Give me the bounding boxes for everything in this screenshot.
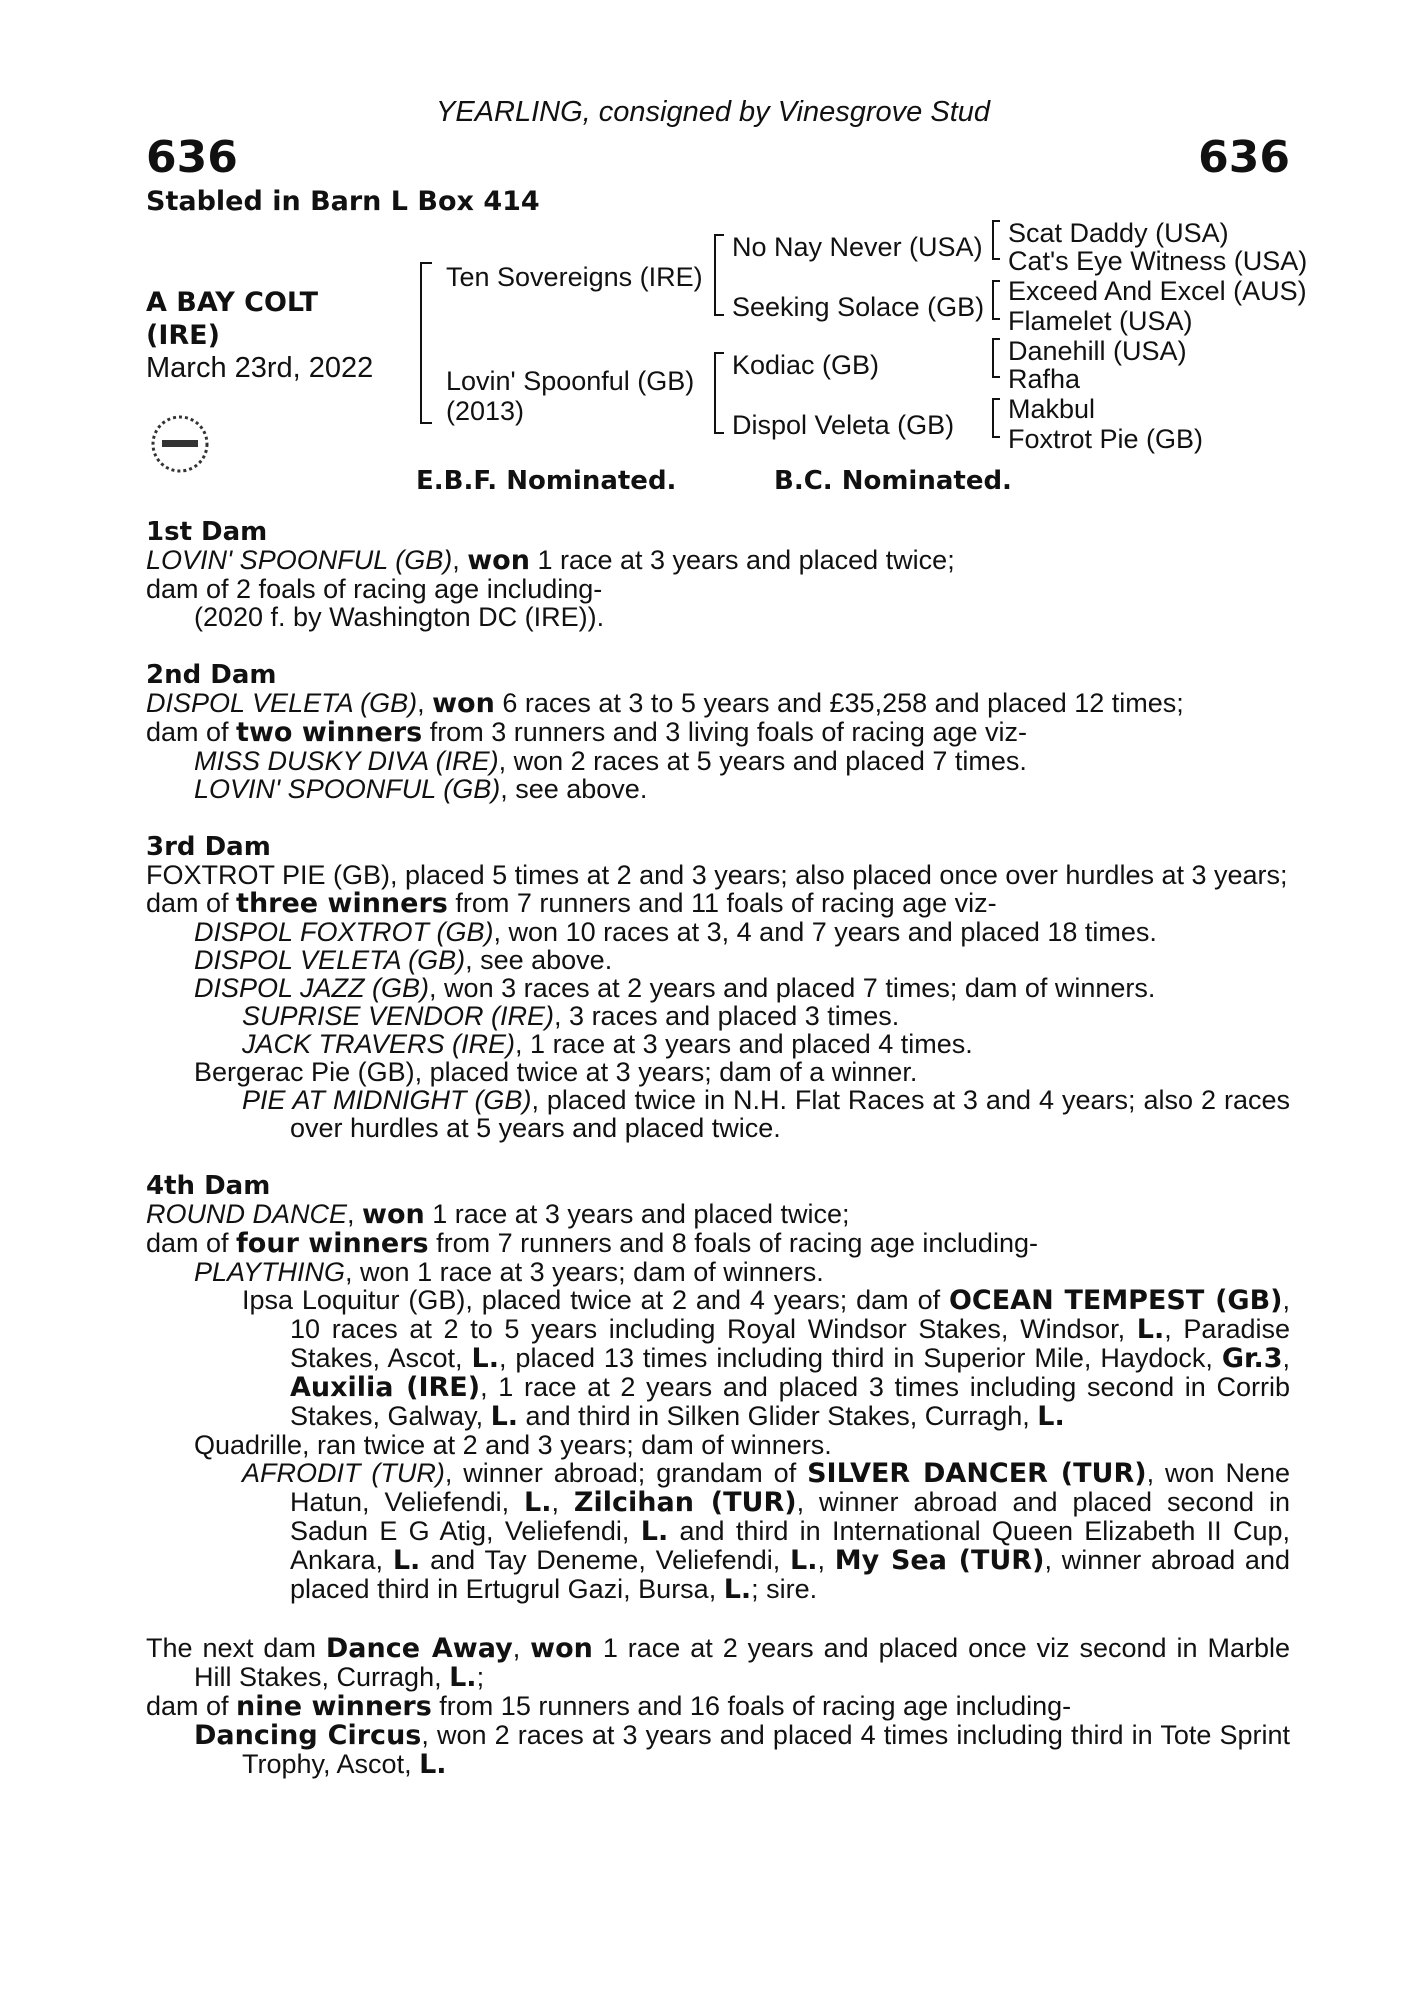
listed-mark: L. [524,1487,552,1518]
listed-mark: L. [790,1545,818,1576]
fourth-dam-heading: 4th Dam [146,1171,271,1201]
first-dam-record: LOVIN' SPOONFUL (GB), won 1 race at 3 years and placed twice; [146,545,955,576]
listed-mark: L. [723,1574,752,1605]
grandproduce-entry: PIE AT MIDNIGHT (GB), placed twice in N.H. Flat Races at 3 and 4 years; also 2 races over hurdles at 5 years and placed twice. [242,1085,1290,1143]
dam-line-bracket [714,352,724,434]
dam-dam-dam: Foxtrot Pie (GB) [1008,424,1204,454]
lot-number-left: 636 [146,132,238,183]
dam-year: (2013) [446,396,525,426]
winners-count: four winners [236,1228,429,1259]
horse-name: PIE AT MIDNIGHT (GB) [242,1085,532,1115]
second-dam-heading: 2nd Dam [146,660,277,690]
next-dam-produce: dam of nine winners from 15 runners and 16 foals of racing age including- [146,1691,1072,1722]
horse-name: A BAY COLT [146,287,319,318]
produce-entry: DISPOL JAZZ (GB), won 3 races at 2 years and placed 7 times; dam of winners. [194,973,1156,1003]
horse-country: (IRE) [146,320,220,351]
ss-bracket [992,220,1000,260]
horse-name: DISPOL JAZZ (GB) [194,973,430,1003]
produce-entry: LOVIN' SPOONFUL (GB), see above. [194,774,648,804]
produce-entry: Quadrille, ran twice at 2 and 3 years; dam of winners. [194,1430,832,1460]
produce-entry: DISPOL FOXTROT (GB), won 10 races at 3, 4 and 7 years and placed 18 times. [194,917,1157,947]
ebf-nomination: E.B.F. Nominated. [416,466,677,496]
listed-mark: L. [392,1545,421,1576]
sire-line-bracket [714,234,724,316]
second-dam-produce: dam of two winners from 3 runners and 3 living foals of racing age viz- [146,717,1027,748]
fourth-dam-produce: dam of four winners from 7 runners and 8 foals of racing age including- [146,1228,1038,1259]
horse-name: JACK TRAVERS (IRE) [242,1029,516,1059]
sale-header: YEARLING, consigned by Vinesgrove Stud [436,96,991,128]
dam-sire-sire: Danehill (USA) [1008,336,1187,366]
listed-mark: L. [419,1749,447,1780]
foaling-date: March 23rd, 2022 [146,352,374,384]
grandproduce-entry: AFRODIT (TUR), winner abroad; grandam of SILVER DANCER (TUR), won Nene Hatun, Veliefendi, L., Zilcihan (TUR), winner abroad and placed second in Sadun E G Atig, Veliefendi, L. and third in International Queen Elizabeth II Cup, Ankara, L. and Tay Deneme, Veliefendi, L., My Sea (TUR), winner abroad and placed third in Ertugrul Gazi, Bursa, L.; sire. [242,1458,1290,1605]
horse-name: LOVIN' SPOONFUL (GB) [194,774,501,804]
third-dam-record: FOXTROT PIE (GB), placed 5 times at 2 and 3 years; also placed once over hurdles at 3 years; [146,860,1288,890]
won-label: won [530,1633,593,1664]
listed-mark: L. [1037,1401,1065,1432]
first-dam-foal: (2020 f. by Washington DC (IRE)). [194,602,605,632]
winners-count: three winners [236,888,448,919]
breeders-seal-icon [148,412,212,476]
listed-mark: L. [449,1662,477,1693]
grandproduce-entry: SUPRISE VENDOR (IRE), 3 races and placed 3 times. [242,1001,900,1031]
third-dam-produce: dam of three winners from 7 runners and 11 foals of racing age viz- [146,888,997,919]
record-text: 6 races at 3 to 5 years and £35,258 and placed 12 times; [494,688,1184,718]
bc-nomination: B.C. Nominated. [774,466,1012,496]
winners-count: two winners [236,717,423,748]
dam: Lovin' Spoonful (GB) [446,366,695,396]
listed-mark: L. [1136,1314,1165,1345]
pedigree-bracket [420,262,432,424]
record-text: 1 race at 3 years and placed twice; [529,545,955,575]
listed-mark: L. [471,1343,499,1374]
black-type-horse: Dance Away [325,1633,513,1664]
black-type-horse: Dancing Circus [194,1720,422,1751]
dam-sire: Kodiac (GB) [732,350,880,380]
grandproduce-entry: Ipsa Loquitur (GB), placed twice at 2 and 4 years; dam of OCEAN TEMPEST (GB), 10 races at 2 to 5 years including Royal Windsor Stakes, Windsor, L., Paradise Stakes, Ascot, L., placed 13 times including third in Superior Mile, Haydock, Gr.3, Auxilia (IRE), 1 race at 2 years and placed 3 times including second in Corrib Stakes, Galway, L. and third in Silken Glider Stakes, Curragh, L. [242,1285,1291,1432]
horse-details [146,286,373,385]
group-mark: Gr.3 [1221,1343,1283,1374]
second-dam-record: DISPOL VELETA (GB), won 6 races at 3 to 5 years and £35,258 and placed 12 times; [146,688,1184,719]
listed-mark: L. [490,1401,519,1432]
dam-dam-sire: Makbul [1008,394,1096,424]
horse-name: DISPOL VELETA (GB) [194,945,466,975]
black-type-horse: Zilcihan (TUR) [573,1487,797,1518]
sire-dam-sire: Exceed And Excel (AUS) [1008,276,1307,306]
dam-sire-dam: Rafha [1008,364,1081,394]
third-dam-heading: 3rd Dam [146,832,271,862]
dam-dam: Dispol Veleta (GB) [732,410,955,440]
sire: Ten Sovereigns (IRE) [446,262,703,292]
won-label: won [432,688,495,719]
produce-entry: Bergerac Pie (GB), placed twice at 3 years; dam of a winner. [194,1057,918,1087]
first-dam-produce: dam of 2 foals of racing age including- [146,574,603,604]
listed-mark: L. [640,1516,669,1547]
produce-entry: Dancing Circus, won 2 races at 3 years and placed 4 times including third in Tote Sprint Trophy, Ascot, L. [194,1720,1290,1780]
horse-name: SUPRISE VENDOR (IRE) [242,1001,555,1031]
grandproduce-entry: JACK TRAVERS (IRE), 1 race at 3 years and placed 4 times. [242,1029,973,1059]
horse-name: DISPOL VELETA (GB) [146,688,418,718]
sire-sire-dam: Cat's Eye Witness (USA) [1008,246,1308,276]
horse-name: LOVIN' SPOONFUL (GB) [146,545,453,575]
horse-name: ROUND DANCE [146,1199,348,1229]
stabling-info: Stabled in Barn L Box 414 [146,186,540,217]
black-type-horse: OCEAN TEMPEST (GB) [948,1285,1283,1316]
black-type-horse: Auxilia (IRE) [290,1372,481,1403]
sire-sire-sire: Scat Daddy (USA) [1008,218,1229,248]
horse-name: DISPOL FOXTROT (GB) [194,917,494,947]
lot-number-right: 636 [1198,132,1290,183]
ds-bracket [992,338,1000,378]
horse-name: PLAYTHING [194,1257,346,1287]
fourth-dam-record: ROUND DANCE, won 1 race at 3 years and placed twice; [146,1199,850,1230]
next-dam-record: The next dam Dance Away, won 1 race at 2 years and placed once viz second in Marble Hill Stakes, Curragh, L.; [146,1633,1290,1693]
produce-entry: DISPOL VELETA (GB), see above. [194,945,613,975]
catalogue-body [146,518,1290,1779]
dd-bracket [992,398,1000,438]
produce-entry: MISS DUSKY DIVA (IRE), won 2 races at 5 years and placed 7 times. [194,746,1027,776]
produce-entry: PLAYTHING, won 1 race at 3 years; dam of winners. [194,1257,824,1287]
winners-count: nine winners [236,1691,432,1722]
first-dam-heading: 1st Dam [146,517,268,547]
won-label: won [362,1199,425,1230]
won-label: won [467,545,530,576]
horse-name: MISS DUSKY DIVA (IRE) [194,746,499,776]
black-type-horse: SILVER DANCER (TUR) [807,1458,1147,1489]
sire-dam-dam: Flamelet (USA) [1008,306,1193,336]
black-type-horse: My Sea (TUR) [834,1545,1045,1576]
horse-name: AFRODIT (TUR) [242,1458,445,1488]
sire-dam: Seeking Solace (GB) [732,292,985,322]
sire-sire: No Nay Never (USA) [732,232,983,262]
sd-bracket [992,280,1000,320]
